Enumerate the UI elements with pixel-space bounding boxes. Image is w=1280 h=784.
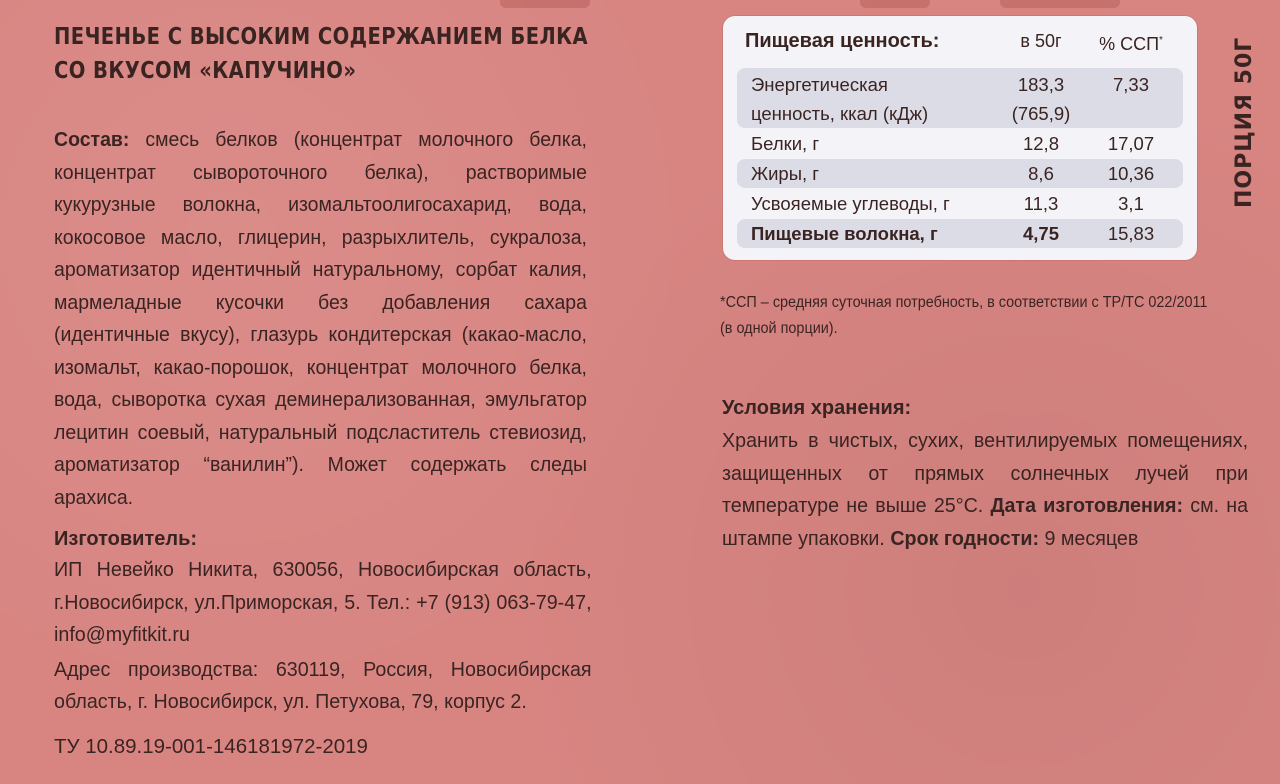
nutrition-row-fat <box>737 159 1183 188</box>
nutrition-heading: Пищевая ценность: <box>745 30 940 52</box>
product-title-line: ПЕЧЕНЬЕ С ВЫСОКИМ СОДЕРЖАНИЕМ БЕЛКА <box>54 24 589 50</box>
nutrient-name: Усвояемые углеводы, г <box>751 193 950 214</box>
rda-footnote <box>720 290 1241 342</box>
nutrient-per-50g <box>999 70 1083 128</box>
storage-heading: Условия хранения: <box>722 397 912 419</box>
manufacturer-heading: Изготовитель: <box>54 528 198 550</box>
shelf-life-label: Срок годности: <box>890 526 1039 550</box>
manufacturer-text: ИП Невейко Никита, 630056, Новосибирская область, г.Новосибирск, ул.Приморская, 5. Тел.: +7 (913) 063-79-47, info@myfitkit.ru <box>54 558 592 646</box>
column-header-rda-text: % ССП <box>1099 34 1160 54</box>
production-address: Адрес производства: 630119, Россия, Новосибирская область, г. Новосибирск, ул. Петухова, 79, корпус 2. <box>54 657 592 713</box>
nutrient-name-line: ценность, ккал (кДж) <box>751 103 929 124</box>
nutrient-name <box>737 70 999 128</box>
manufacture-date-label: Дата изготовления: <box>990 494 1184 517</box>
column-header-rda <box>1083 28 1179 57</box>
nutrient-name: Жиры, г <box>751 163 820 184</box>
decorative-speckle <box>860 0 930 8</box>
nutrition-row-energy <box>737 68 1183 128</box>
storage-block <box>722 425 1248 555</box>
composition-block <box>54 124 587 514</box>
shelf-life-text: 9 месяцев <box>1044 526 1139 550</box>
nutrient-rda: 15,83 <box>1107 223 1155 244</box>
nutrition-row-fiber <box>737 219 1183 248</box>
nutrient-per-50g: 4,75 <box>1022 223 1059 244</box>
nutrient-value-kj: (765,9) <box>1011 103 1071 124</box>
nutrition-row-carbs <box>737 189 1183 218</box>
nutrient-rda: 10,36 <box>1107 163 1155 184</box>
composition-label: Состав: <box>54 128 130 151</box>
technical-standard: ТУ 10.89.19-001-146181972-2019 <box>54 735 368 758</box>
nutrient-per-50g: 12,8 <box>1022 133 1059 154</box>
rda-footnote-line: *ССП – средняя суточная потребность, в соответствии с ТР/ТС 022/2011 <box>720 294 1208 311</box>
storage-text: Хранить в чистых, сухих, вентилируемых помещениях, защищенных от прямых солнечных лучей при температуре не выше 25°С. <box>722 429 1249 517</box>
footnote-mark: * <box>1159 35 1163 46</box>
decorative-speckle <box>500 0 590 8</box>
nutrient-value-kcal: 183,3 <box>1017 74 1065 95</box>
nutrient-rda: 17,07 <box>1107 133 1155 154</box>
product-title <box>54 20 598 88</box>
rda-footnote-line: (в одной порции). <box>720 320 838 337</box>
composition-text: смесь белков (концентрат молочного белка, концентрат сывороточного белка), растворимые кукурузные волокна, изомальтоолигосахарид, вода, кокосовое масло, глицерин, разрыхлитель, сукралоза, ароматизатор идентичный натуральному, сорбат калия, мармеладные кусочки без добавления сахара (идентичные вкусу), глазурь кондитерская (какао-масло, изомальт, какао-порошок, концентрат молочного белка, вода, сыворотка сухая деминерализованная, эмульгатор лецитин соевый, натуральный подсластитель стевиозид, ароматизатор “ванилин”). Может содержать следы арахиса. <box>54 128 587 509</box>
nutrient-name: Белки, г <box>751 133 820 154</box>
nutrition-row-protein <box>737 129 1183 158</box>
decorative-speckle <box>1000 0 1120 8</box>
nutrition-table <box>723 16 1197 260</box>
product-title-line: СО ВКУСОМ «КАПУЧИНО» <box>54 58 357 84</box>
nutrition-header-row <box>737 28 1183 68</box>
nutrient-rda: 7,33 <box>1112 74 1149 95</box>
nutrient-per-50g: 8,6 <box>1028 163 1054 184</box>
nutrient-name-line: Энергетическая <box>751 74 888 95</box>
column-header-per-50g: в 50г <box>1020 31 1062 51</box>
portion-size-label: ПОРЦИЯ 50Г <box>1232 36 1257 208</box>
nutrient-name: Пищевые волокна, г <box>751 223 938 244</box>
nutrient-rda: 3,1 <box>1118 193 1144 214</box>
nutrient-per-50g: 11,3 <box>1023 193 1059 214</box>
manufacturer-block <box>54 554 592 719</box>
manufacture-date-text: см. на штампе упаковки. <box>722 494 1249 550</box>
